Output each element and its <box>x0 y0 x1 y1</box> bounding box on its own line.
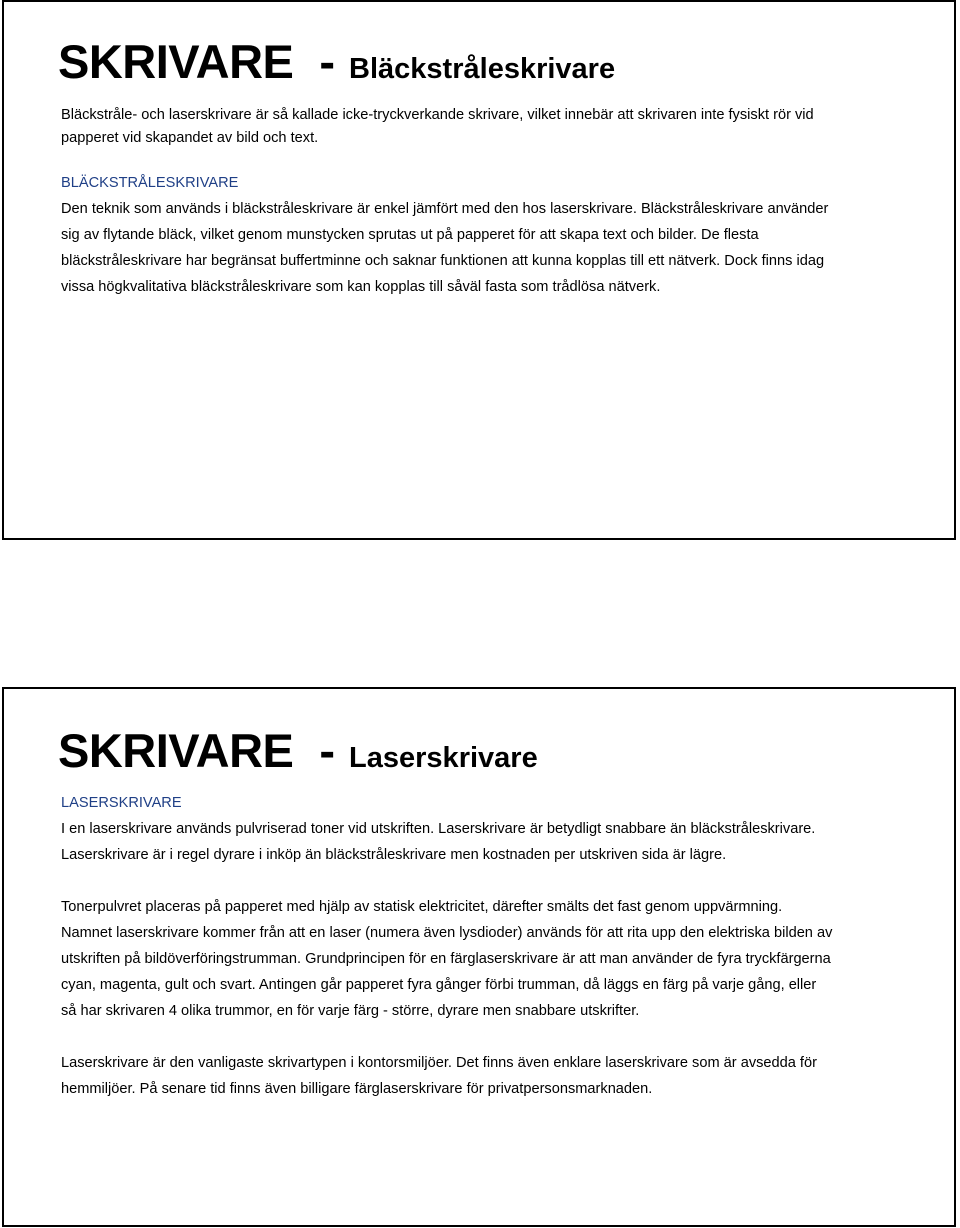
text-line: cyan, magenta, gult och svart. Antingen går papperet fyra gånger förbi trumman, då läggs en färg på varje gång, eller <box>61 977 817 993</box>
section-heading: BLÄCKSTRÅLESKRIVARE <box>61 175 239 191</box>
text-line: Tonerpulvret placeras på papperet med hjälp av statisk elektricitet, därefter smälts det fast genom uppvärmning. <box>61 899 783 915</box>
slide-title <box>58 35 616 88</box>
text-line: utskriften på bildöverföringstrumman. Grundprincipen för en färglaserskrivare är att man använder de fyra tryckfärgerna <box>61 951 831 967</box>
body-paragraph <box>61 894 914 1024</box>
text-line: Bläckstråle- och laserskrivare är så kallade icke-tryckverkande skrivare, vilket innebär att skrivaren inte fysiskt rör vid <box>61 107 814 123</box>
title-subtitle: Bläckstråleskrivare <box>349 53 616 85</box>
body-paragraph <box>61 196 914 300</box>
slide-title <box>58 724 538 777</box>
text-line: Den teknik som används i bläckstråleskrivare är enkel jämfört med den hos laserskrivare. Bläckstråleskrivare använder <box>61 201 829 217</box>
body-paragraph <box>61 816 914 868</box>
text-line: vissa högkvalitativa bläckstråleskrivare som kan kopplas till såväl fasta som trådlösa nätverk. <box>61 279 661 295</box>
title-dash: - <box>319 724 336 777</box>
text-line: så har skrivaren 4 olika trummor, en för varje färg - större, dyrare men snabbare utskrifter. <box>61 1003 640 1019</box>
text-line: Laserskrivare är i regel dyrare i inköp än bläckstråleskrivare men kostnaden per utskriven sida är lägre. <box>61 847 727 863</box>
body-paragraph <box>61 1050 914 1102</box>
text-line: sig av flytande bläck, vilket genom munstycken sprutas ut på papperet för att skapa text och bilder. De flesta <box>61 227 759 243</box>
slide-laser <box>2 687 956 1227</box>
section-heading: LASERSKRIVARE <box>61 795 182 811</box>
intro-paragraph <box>61 104 914 150</box>
text-line: Laserskrivare är den vanligaste skrivartypen i kontorsmiljöer. Det finns även enklare laserskrivare som är avsedda för <box>61 1055 817 1071</box>
slide-inkjet <box>2 0 956 540</box>
text-line: hemmiljöer. På senare tid finns även billigare färglaserskrivare för privatpersonsmarknaden. <box>61 1081 653 1097</box>
text-line: Namnet laserskrivare kommer från att en laser (numera även lysdioder) används för att rita upp den elektriska bilden av <box>61 925 833 941</box>
slide-body <box>61 104 914 300</box>
title-main: SKRIVARE <box>58 35 294 88</box>
slide-body <box>61 790 914 1102</box>
text-line: bläckstråleskrivare har begränsat buffertminne och saknar funktionen att kunna kopplas till ett nätverk. Dock finns idag <box>61 253 825 269</box>
title-subtitle: Laserskrivare <box>349 742 538 774</box>
title-dash: - <box>319 35 336 88</box>
text-line: papperet vid skapandet av bild och text. <box>61 130 319 146</box>
title-main: SKRIVARE <box>58 724 294 777</box>
text-line: I en laserskrivare används pulvriserad toner vid utskriften. Laserskrivare är betydligt snabbare än bläckstråleskrivare. <box>61 821 816 837</box>
